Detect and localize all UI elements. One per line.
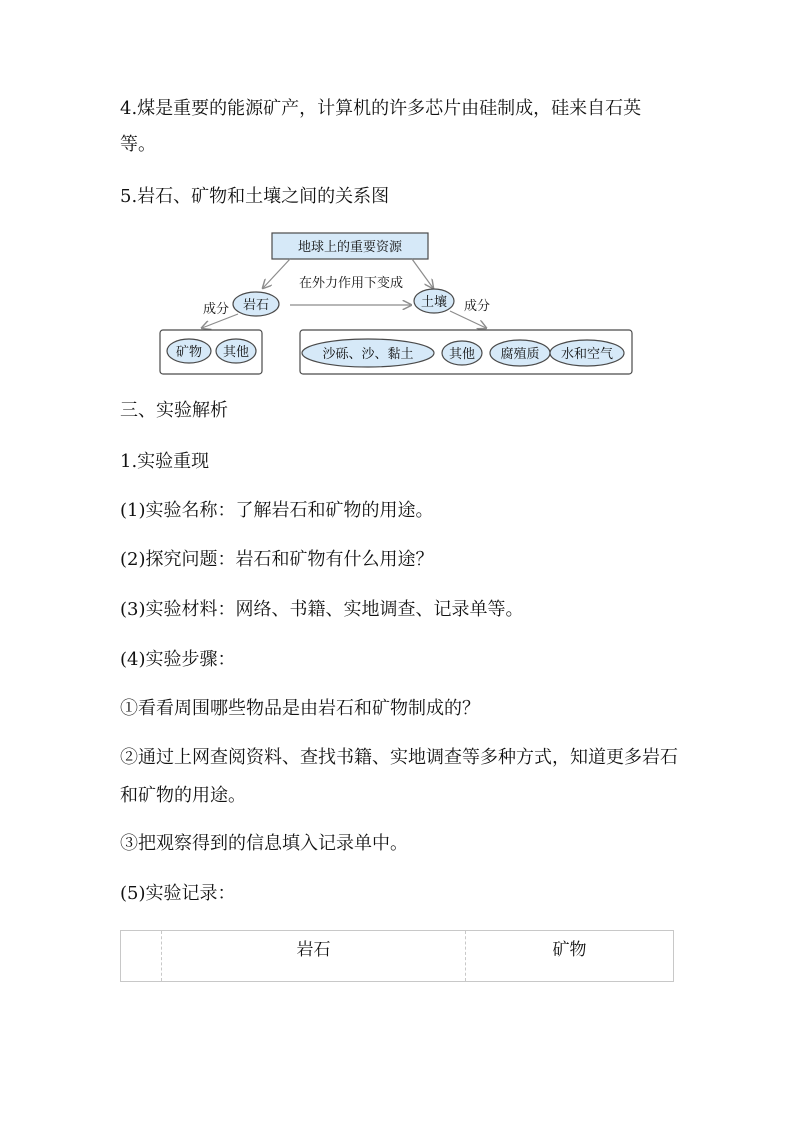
experiment-step-3: ③把观察得到的信息填入记录单中。: [120, 833, 408, 854]
experiment-question: (2)探究问题：岩石和矿物有什么用途？: [120, 549, 434, 570]
item-humus-label: 腐殖质: [500, 347, 540, 362]
experiment-record-title: (5)实验记录：: [120, 883, 236, 904]
experiment-steps-title: (4)实验步骤：: [120, 649, 236, 670]
arrow-top-to-rock: [263, 259, 290, 288]
record-table: [120, 930, 674, 982]
rock-node-label: 岩石: [242, 298, 270, 313]
experiment-materials: (3)实验材料：网络、书籍、实地调查、记录单等。: [120, 599, 524, 620]
experiment-title: 1.实验重现: [120, 451, 210, 472]
paragraph-4-line1: 4.煤是重要的能源矿产，计算机的许多芯片由硅制成，硅来自石英: [120, 98, 642, 119]
table-header-cell-rock: 岩石: [162, 931, 466, 982]
item-mineral-label: 矿物: [175, 345, 203, 360]
paragraph-5: 5.岩石、矿物和土壤之间的关系图: [120, 186, 390, 207]
soil-component-label: 成分: [463, 299, 491, 314]
relationship-diagram: [150, 226, 640, 380]
table-header-row: [121, 931, 674, 982]
experiment-step-1: ①看看周围哪些物品是由岩石和矿物制成的？: [120, 698, 480, 719]
section-heading-3: 三、实验解析: [120, 400, 228, 421]
soil-node-label: 土壤: [420, 295, 448, 310]
item-gravel-sand-clay-label: 沙砾、沙、黏土: [322, 347, 414, 362]
arrow-top-to-soil: [412, 259, 433, 288]
rock-component-label: 成分: [202, 302, 230, 317]
table-header-cell-mineral: 矿物: [466, 931, 674, 982]
table-header-cell-blank: [121, 931, 162, 982]
experiment-step-2: ②通过上网查阅资料、查找书籍、实地调查等多种方式，知道更多岩石和矿物的用途。: [120, 747, 678, 806]
item-water-air-label: 水和空气: [560, 347, 614, 362]
transform-label: 在外力作用下变成: [298, 276, 404, 291]
experiment-name: (1)实验名称：了解岩石和矿物的用途。: [120, 500, 434, 521]
top-box-label: 地球上的重要资源: [297, 240, 403, 255]
item-soil-other-label: 其他: [448, 347, 476, 362]
paragraph-4-line2: 等。: [120, 134, 156, 155]
item-rock-other-label: 其他: [222, 345, 250, 360]
